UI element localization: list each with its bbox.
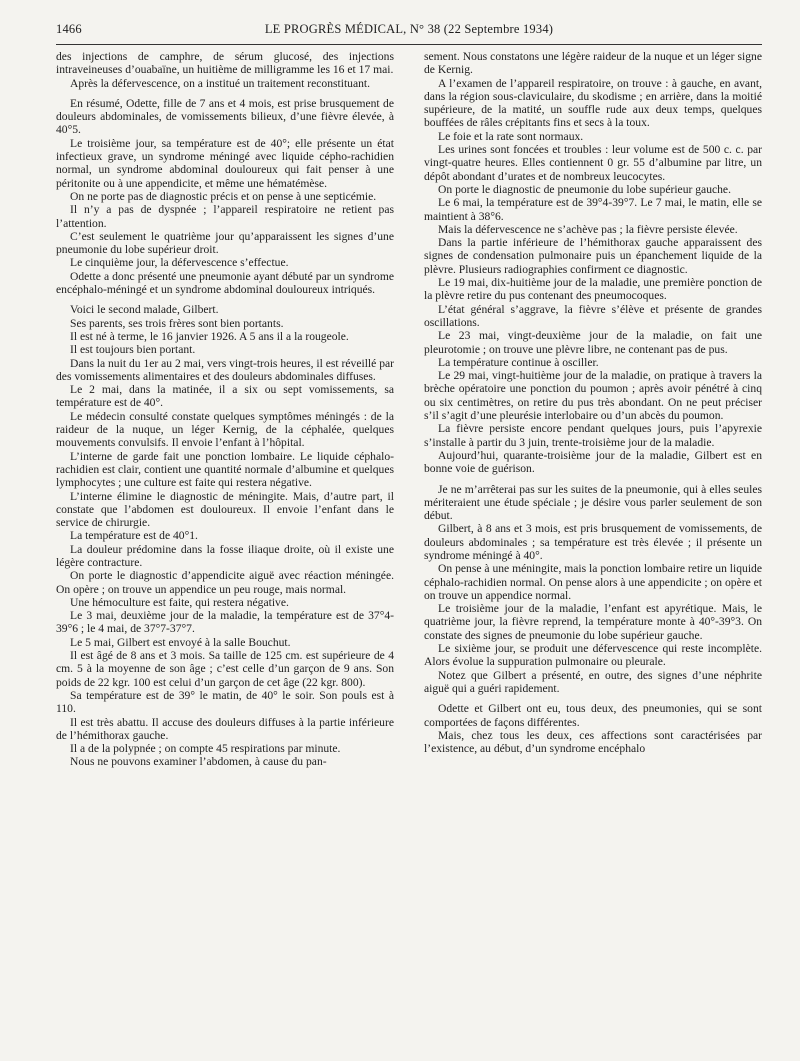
page-header xyxy=(56,22,762,40)
right-column xyxy=(424,50,762,755)
paragraph: Je ne m’arrêterai pas sur les suites de la pneumonie, qui à elles seules mériteraient une étude spéciale ; je désire vous parler seulement de son début. xyxy=(424,482,762,523)
paragraph: Le cinquième jour, la défervescence s’effectue. xyxy=(70,256,289,270)
paragraph: Le troisième jour, sa température est de 40°; elle présente un état infectieux grave, un syndrome méningé avec liquide cépho-rachidien normal, un syndrome abdominal douloureux qui fait penser à une péritonite ou à une appendicite, et même une hématémèse. xyxy=(56,136,394,190)
paragraph: Le 3 mai, deuxième jour de la maladie, la température est de 37°4-39°6 ; le 4 mai, de 37°7-37°7. xyxy=(56,609,394,636)
paragraph: On porte le diagnostic de pneumonie du lobe supérieur gauche. xyxy=(438,182,731,196)
paragraph: L’interne élimine le diagnostic de méningite. Mais, d’autre part, il constate que l’abdomen est douloureux. Il envoie l’enfant dans le service de chirurgie. xyxy=(56,489,394,530)
header-rule xyxy=(56,44,762,45)
paragraph: En résumé, Odette, fille de 7 ans et 4 mois, est prise brusquement de douleurs abdominales, de vomissements bilieux, d’une fièvre élevée, à 40°5. xyxy=(56,96,394,137)
paragraph: Le 6 mai, la température est de 39°4-39°7. Le 7 mai, le matin, elle se maintient à 38°6. xyxy=(424,196,762,223)
paragraph: Il est toujours bien portant. xyxy=(70,343,196,357)
paragraph: L’interne de garde fait une ponction lombaire. Le liquide céphalo-rachidien est clair, contient une quantité normale d’albumine et quelques lymphocytes ; une culture est faite qui restera négative. xyxy=(56,449,394,490)
paragraph: On porte le diagnostic d’appendicite aiguë avec réaction méningée. On opère ; on trouve un appendice un peu rouge, mais normal. xyxy=(56,569,394,596)
paragraph: Il est très abattu. Il accuse des douleurs diffuses à la partie inférieure de l’hémithorax gauche. xyxy=(56,715,394,742)
paragraph: Une hémoculture est faite, qui restera négative. xyxy=(70,595,289,609)
paragraph: Mais, chez tous les deux, ces affections sont caractérisées par l’existence, au début, d’un syndrome encéphalo xyxy=(424,728,762,756)
paragraph: Mais la défervescence ne s’achève pas ; la fièvre persiste élevée. xyxy=(438,222,738,236)
paragraph: Il est âgé de 8 ans et 3 mois. Sa taille de 125 cm. est supérieure de 4 cm. 5 à la moyenne de son âge ; c’est celle d’un garçon de 9 ans. Son poids de 22 kgr. 100 est celui d’un garçon de cet âge (22 kgr. 800). xyxy=(56,649,394,689)
running-title: LE PROGRÈS MÉDICAL, N° 38 (22 Septembre 1934) xyxy=(264,22,554,36)
paragraph: Notez que Gilbert a présenté, en outre, des signes d’une néphrite aiguë qui a guéri rapidement. xyxy=(424,668,762,695)
paragraph: Dans la nuit du 1er au 2 mai, vers vingt-trois heures, il est réveillé par des vomissements alimentaires et des douleurs abdominales diffuses. xyxy=(56,356,394,383)
paragraph: On pense à une méningite, mais la ponction lombaire retire un liquide céphalo-rachidien normal. On pense alors à une appendicite ; on opère et on trouve un appendice normal. xyxy=(424,562,763,602)
paragraph: Dans la partie inférieure de l’hémithorax gauche apparaissent des signes de condensation pulmonaire puis un épanchement liquide de la plèvre. Plusieurs radiographies confirment ce diagnostic. xyxy=(424,236,762,276)
paragraph: C’est seulement le quatrième jour qu’apparaissent les signes d’une pneumonie du lobe supérieur droit. xyxy=(56,229,394,257)
paragraph: On ne porte pas de diagnostic précis et on pense à une septicémie. xyxy=(70,189,377,203)
paragraph: Il n’y a pas de dyspnée ; l’appareil respiratoire ne retient pas l’attention. xyxy=(56,203,394,230)
paragraph: Odette et Gilbert ont eu, tous deux, des pneumonies, qui se sont comportées de façons différentes. xyxy=(424,702,762,729)
paragraph: Le troisième jour de la maladie, l’enfant est apyrétique. Mais, le quatrième jour, la fièvre reprend, la température monte à 40°-39°3. On constate des signes de pneumonie du lobe supérieur gauche. xyxy=(424,602,762,642)
paragraph: des injections de camphre, de sérum glucosé, des injections intraveineuses d’ouabaïne, un huitième de milligramme les 16 et 17 mai. xyxy=(56,50,394,77)
paragraph: A l’examen de l’appareil respiratoire, on trouve : à gauche, en avant, dans la région sous-claviculaire, du skodisme ; en arrière, dans la moitié supérieure, de la matité, un souffle rude aux deux temps, quelques bouffées de râles crépitants fins et secs à la toux. xyxy=(424,76,762,130)
paragraph: Il a de la polypnée ; on compte 45 respirations par minute. xyxy=(70,742,341,756)
paragraph: Gilbert, à 8 ans et 3 mois, est pris brusquement de vomissements, de douleurs abdominales ; sa température est très élevée ; il présente un syndrome méningé à 40°. xyxy=(424,522,762,562)
paragraph: Aujourd’hui, quarante-troisième jour de la maladie, Gilbert est en bonne voie de guérison. xyxy=(424,448,762,476)
paragraph: Voici le second malade, Gilbert. xyxy=(70,303,219,317)
paragraph: La température est de 40°1. xyxy=(70,529,198,543)
paragraph: La douleur prédomine dans la fosse iliaque droite, où il existe une légère contracture. xyxy=(56,542,394,569)
paragraph: Sa température est de 39° le matin, de 40° le soir. Son pouls est à 110. xyxy=(56,688,394,716)
paragraph: Les urines sont foncées et troubles : leur volume est de 500 c. c. par vingt-quatre heures. Elles contiennent 0 gr. 55 d’albumine par litre, un dépôt abondant d’urates et de nombreux leucocytes. xyxy=(424,143,762,183)
page-number: 1466 xyxy=(56,22,82,36)
paragraph: Le foie et la rate sont normaux. xyxy=(438,129,584,143)
paragraph: La température continue à osciller. xyxy=(438,355,599,369)
paragraph: L’état général s’aggrave, la fièvre s’élève et présente de grandes oscillations. xyxy=(424,302,762,329)
paragraph: Le 5 mai, Gilbert est envoyé à la salle Bouchut. xyxy=(70,635,291,649)
paragraph: Il est né à terme, le 16 janvier 1926. A 5 ans il a la rougeole. xyxy=(70,329,349,343)
paragraph: Le sixième jour, se produit une défervescence qui reste incomplète. Alors évolue la suppuration pulmonaire ou pleurale. xyxy=(424,642,762,669)
paragraph: Nous ne pouvons examiner l’abdomen, à cause du pan- xyxy=(70,755,327,769)
paragraph: Odette a donc présenté une pneumonie ayant débuté par un syndrome encéphalo-méningé et un syndrome abdominal douloureux intriqués. xyxy=(56,269,394,297)
left-column xyxy=(56,50,394,769)
paragraph: Le 19 mai, dix-huitième jour de la maladie, une première ponction de la plèvre retire du pus contenant des pneumocoques. xyxy=(424,276,762,303)
paragraph: Le 29 mai, vingt-huitième jour de la maladie, on pratique à travers la brèche opératoire une ponction du poumon ; après avoir pénétré à cinq ou six centimètres, on retire du pus très abondant. On ne peut préciser s’il s’agit d’une pleurésie interlobaire ou d’un abcès du poumon. xyxy=(424,369,762,423)
paragraph: Le 2 mai, dans la matinée, il a six ou sept vomissements, sa température est de 40°. xyxy=(56,383,394,410)
paragraph: sement. Nous constatons une légère raideur de la nuque et un léger signe de Kernig. xyxy=(424,50,762,77)
paragraph: Le 23 mai, vingt-deuxième jour de la maladie, on fait une pleurotomie ; on trouve une plèvre libre, ne contenant pas de pus. xyxy=(424,329,762,356)
paragraph: Ses parents, ses trois frères sont bien portants. xyxy=(70,316,284,330)
paragraph: Le médecin consulté constate quelques symptômes méningés : de la raideur de la nuque, un léger Kernig, de la céphalée, quelques mouvements convulsifs. Il envoie l’enfant à l’hôpital. xyxy=(56,409,394,450)
paragraph: Après la défervescence, on a institué un traitement reconstituant. xyxy=(70,76,371,90)
paragraph: La fièvre persiste encore pendant quelques jours, puis l’apyrexie s’installe à partir du 3 juin, trente-troisième jour de la maladie. xyxy=(424,422,762,449)
